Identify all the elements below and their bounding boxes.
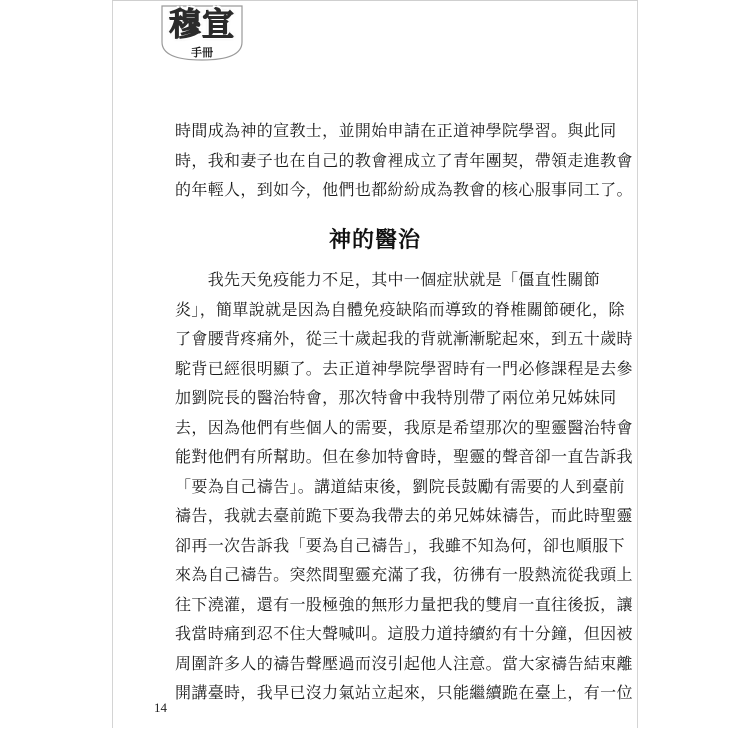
text-line: 去，因為他們有些個人的需要，我原是希望那次的聖靈醫治特會 xyxy=(175,417,633,437)
page-top-edge xyxy=(112,0,638,1)
text-line: 我當時痛到忍不住大聲喊叫。這股力道持續約有十分鐘，但因被 xyxy=(175,624,633,643)
text-line: 卻再一次告訴我「要為自己禱告」，我雖不知為何，卻也順服下 xyxy=(175,535,625,555)
intro-paragraph xyxy=(175,116,633,205)
text-line: 能對他們有所幫助。但在參加特會時，聖靈的聲音卻一直告訴我 xyxy=(175,447,633,466)
logo-title: 穆宣 xyxy=(168,5,235,43)
text-line: 了會腰背疼痛外，從三十歲起我的背就漸漸駝起來，到五十歲時 xyxy=(175,329,633,348)
text-line: 時間成為神的宣教士，並開始申請在正道神學院學習。與此同 xyxy=(175,121,617,140)
text-line: 我先天免疫能力不足，其中一個症狀就是「僵直性關節 xyxy=(175,270,601,289)
page-number: 14 xyxy=(154,700,167,715)
text-line: 周圍許多人的禱告聲壓過而沒引起他人注意。當大家禱告結束離 xyxy=(175,653,633,673)
text-line: 往下澆灌，還有一股極強的無形力量把我的雙肩一直往後扳，讓 xyxy=(175,594,633,614)
text-line: 時，我和妻子也在自己的教會裡成立了青年團契，帶領走進教會 xyxy=(175,150,633,170)
section-heading: 神的醫治 xyxy=(328,228,421,253)
text-line: 炎」，簡單說就是因為自體免疫缺陷而導致的脊椎關節硬化，除 xyxy=(175,299,625,319)
text-line: 的年輕人，到如今，他們也都紛紛成為教會的核心服事同工了。 xyxy=(175,180,633,199)
text-line: 來為自己禱告。突然間聖靈充滿了我，彷彿有一股熱流從我頭上 xyxy=(175,565,633,584)
text-line: 開講臺時，我早已沒力氣站立起來，只能繼續跪在臺上，有一位 xyxy=(175,683,633,702)
text-line: 駝背已經很明顯了。去正道神學院學習時有一門必修課程是去參 xyxy=(175,358,633,378)
logo-subtitle: 手冊 xyxy=(191,46,213,59)
text-line: 「要為自己禱告」。講道結束後，劉院長鼓勵有需要的人到臺前 xyxy=(175,476,625,496)
text-line: 禱告，我就去臺前跪下要為我帶去的弟兄姊妹禱告，而此時聖靈 xyxy=(175,506,633,525)
body-paragraph xyxy=(175,265,633,708)
series-logo xyxy=(160,2,244,68)
text-line: 加劉院長的醫治特會，那次特會中我特別帶了兩位弟兄姊妹同 xyxy=(175,388,617,407)
